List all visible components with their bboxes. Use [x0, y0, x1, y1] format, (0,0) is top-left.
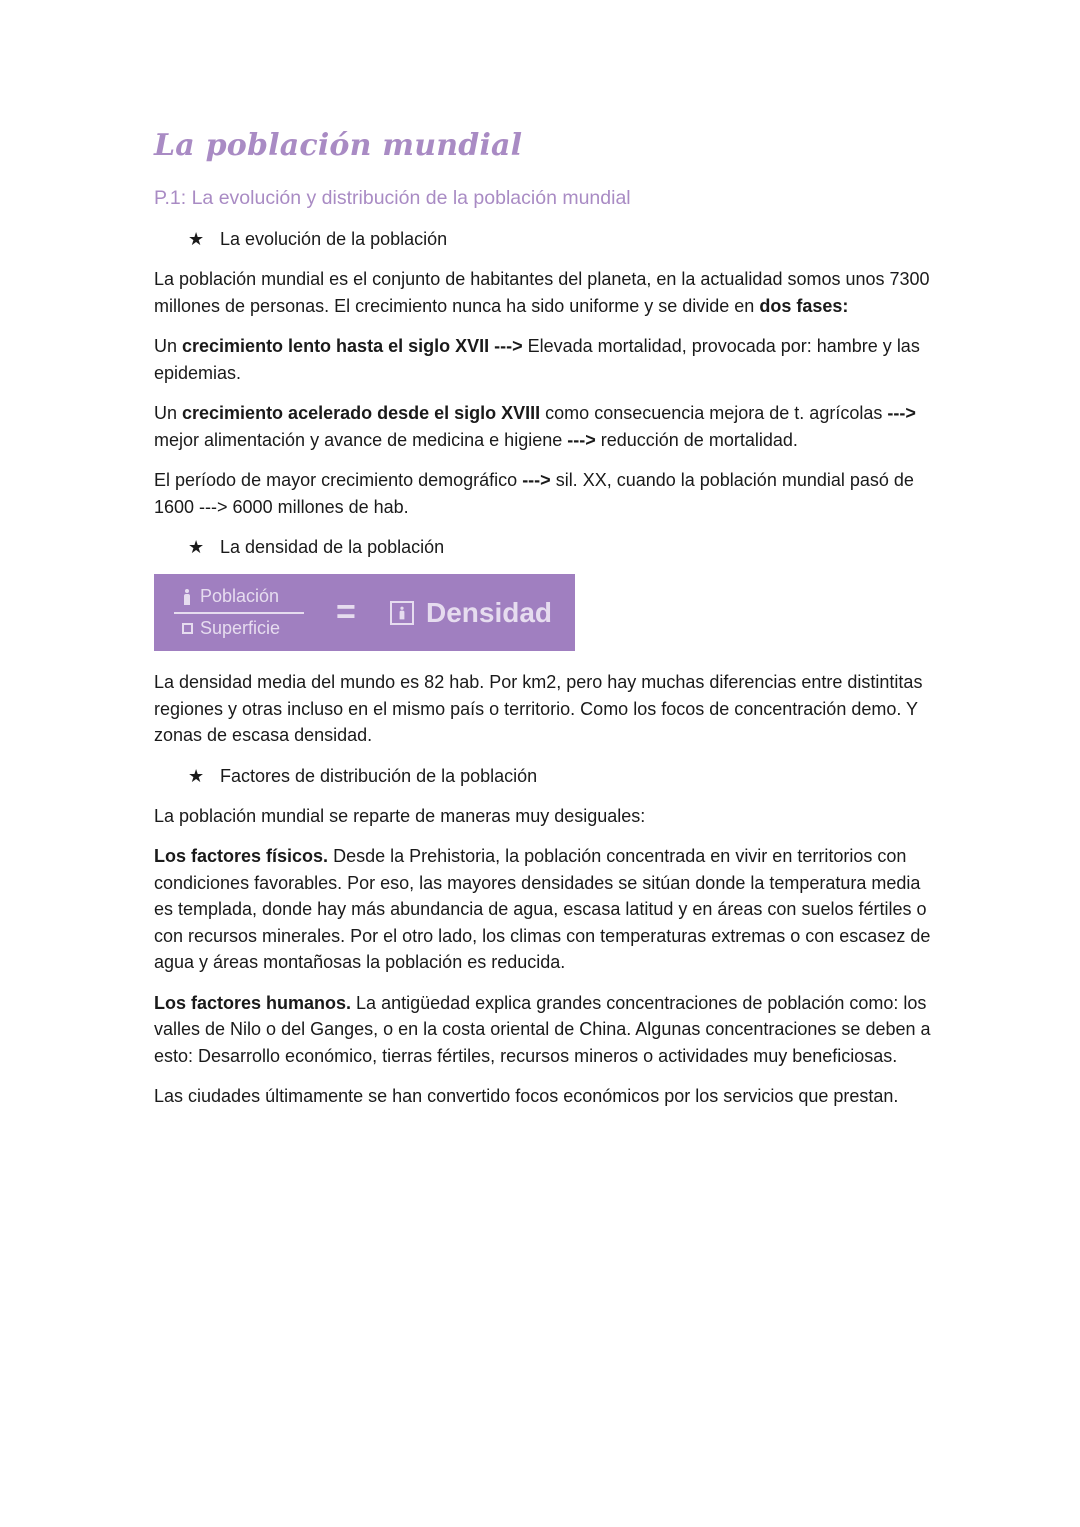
star-icon: ★	[188, 537, 205, 557]
text: sil. XX, cuando la población mundial pasó de 1600 ---> 6000 millones de hab.	[154, 470, 914, 517]
text: El período de mayor crecimiento demográfico	[154, 470, 523, 490]
paragraph-slow-growth	[154, 333, 934, 386]
bold-text: --->	[887, 403, 916, 423]
formula-denominator	[174, 615, 304, 643]
bullet-factors	[188, 763, 934, 789]
bullet-label: La evolución de la población	[220, 229, 448, 249]
text: reducción de mortalidad.	[595, 429, 798, 450]
text: Un	[154, 403, 183, 423]
text: como consecuencia mejora de t. agrícolas	[540, 403, 888, 423]
bullet-label: La densidad de la población	[220, 537, 445, 557]
page-title: La población mundial	[154, 128, 523, 163]
bold-text: crecimiento lento hasta el siglo XVII --->	[182, 336, 523, 356]
bold-text: --->	[567, 429, 596, 450]
text: Elevada mortalidad, provocada por: hambre y las epidemias.	[154, 336, 920, 383]
person-icon	[183, 589, 191, 605]
bold-text: crecimiento acelerado desde el siglo XVIII	[182, 403, 541, 423]
formula-result: Densidad	[426, 596, 553, 628]
paragraph-human-factors	[154, 990, 934, 1070]
star-icon: ★	[188, 229, 205, 249]
square-icon	[182, 623, 193, 634]
section-subtitle: P.1: La evolución y distribución de la población mundial	[154, 187, 631, 209]
star-icon: ★	[188, 765, 205, 786]
paragraph-20th-century	[154, 467, 934, 520]
bold-text: Los factores físicos.	[154, 846, 329, 866]
bold-text: Los factores humanos.	[154, 992, 352, 1013]
formula-numerator	[174, 583, 304, 611]
density-formula-banner	[154, 574, 575, 651]
bullet-label: Factores de distribución de la población	[220, 765, 538, 786]
equals-sign: =	[336, 593, 356, 631]
document-body	[154, 126, 934, 1124]
bullet-evolution	[188, 226, 934, 252]
paragraph-physical-factors	[154, 843, 934, 976]
numerator-label: Población	[200, 586, 280, 606]
fraction-line	[174, 612, 304, 614]
text: mejor alimentación y avance de medicina e higiene	[154, 429, 568, 450]
bold-text: --->	[522, 470, 551, 490]
text: La población mundial es el conjunto de habitantes del planeta, en la actualidad somos unos 7300 millones de personas. El crecimiento nunca ha sido uniforme y se divide en	[154, 269, 930, 316]
paragraph-distribution: La población mundial se reparte de maneras muy desiguales:	[154, 805, 646, 826]
paragraph-definition	[154, 266, 934, 319]
density-icon	[390, 601, 414, 625]
paragraph-cities: Las ciudades últimamente se han convertido focos económicos por los servicios que prestan.	[154, 1086, 899, 1106]
text: La antigüedad explica grandes concentraciones de población como: los valles de Nilo o del Ganges, o en la costa oriental de China. Algunas concentraciones se deben a esto: Desarrollo económico, tierras fértiles, recursos mineros o actividades muy beneficiosas.	[154, 992, 931, 1066]
text: Un	[154, 336, 183, 356]
formula-fraction	[174, 583, 304, 643]
paragraph-density: La densidad media del mundo es 82 hab. Por km2, pero hay muchas diferencias entre distintitas regiones y otras incluso en el mismo país o territorio. Como los focos de concentración demo. Y zonas de escasa densidad.	[154, 672, 923, 745]
bullet-density	[188, 534, 934, 560]
bold-text: dos fases:	[759, 295, 849, 316]
text: Desde la Prehistoria, la población concentrada en vivir en territorios con condiciones favorables. Por eso, las mayores densidades se sitúan donde la temperatura media es templada, donde hay más abundancia de agua, escasa latitud y en áreas con suelos fértiles o con recursos minerales. Por el otro lado, los climas con temperaturas extremas o con escasez de agua y áreas montañosas la población es reducida.	[154, 846, 931, 972]
paragraph-fast-growth	[154, 400, 934, 453]
denominator-label: Superficie	[200, 618, 281, 638]
